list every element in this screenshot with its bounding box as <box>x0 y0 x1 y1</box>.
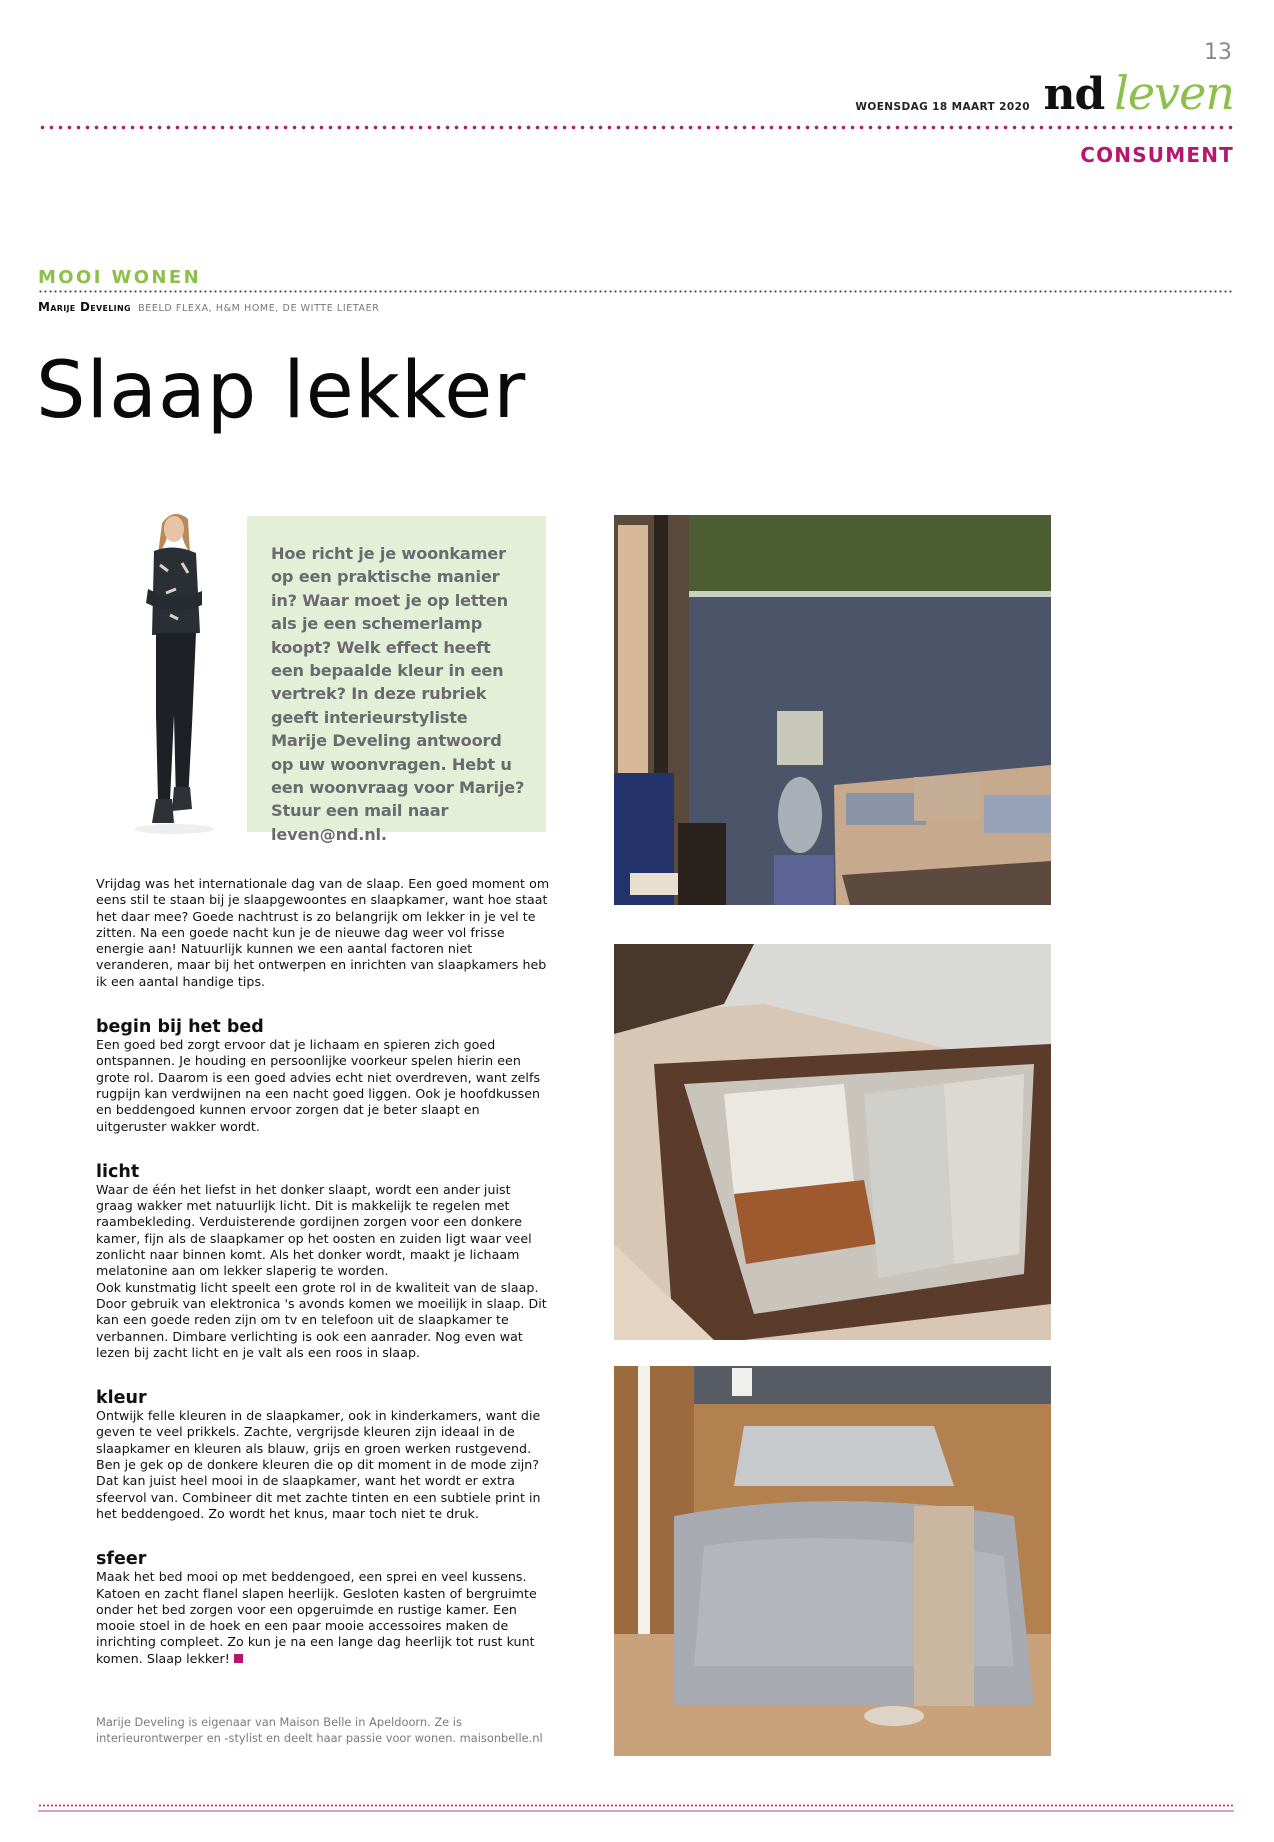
subheading-kleur: kleur <box>96 1388 147 1409</box>
page-number: 13 <box>1204 40 1232 65</box>
byline <box>38 300 379 314</box>
paragraph-licht-2: Ook kunstmatig licht speelt een grote rol in de kwaliteit van de slaap. Door gebruik van elektronica 's avonds komen we moeilijk in slaap. Dit kan een goede reden zijn om tv en telefoon uit de slaapkamer te verbannen. Dimbare verlichting is ook een aanrader. Nog even wat lezen bij zacht licht en je valt als een roos in slaap. <box>96 1279 547 1360</box>
portrait-illustration <box>112 505 248 835</box>
article-headline: Slaap lekker <box>36 346 527 436</box>
intro-text: Hoe richt je je woonkamer op een praktische manier in? Waar moet je op letten als je een schemerlamp koopt? Welk effect heeft een bepaalde kleur in een vertrek? In deze rubriek geeft interieurstyliste Marije Develing antwoord op uw woonvragen. Hebt u een woonvraag voor Marije? Stuur een mail naar leven@nd.nl. <box>271 544 525 844</box>
photo-drawer-linen <box>614 944 1051 1340</box>
logo-leven: leven <box>1114 66 1234 120</box>
logo-nd: nd <box>1043 69 1105 120</box>
rubric-label: MOOI WONEN <box>38 267 202 288</box>
publication-date: WOENSDAG 18 MAART 2020 <box>855 101 1030 113</box>
photo-bedroom-green-blue <box>614 515 1051 905</box>
article-body <box>96 876 551 1667</box>
section-label: CONSUMENT <box>1080 143 1234 167</box>
lead-paragraph: Vrijdag was het internationale dag van de slaap. Een goed moment om eens stil te staan bij je slaapgewoontes en slaapkamer, want hoe staat het daar mee? Goede nachtrust is zo belangrijk om lekker in je vel te zitten. Na een goede nacht kun je de nieuwe dag weer vol frisse energie aan! Natuurlijk kunnen we een aantal factoren niet veranderen, maar bij het ontwerpen en inrichten van slaapkamers heb ik een aantal handige tips. <box>96 876 550 989</box>
paragraph-sfeer: Maak het bed mooi op met beddengoed, een sprei en veel kussens. Katoen en zacht flanel slapen heerlijk. Gesloten kasten of bergruimte onder het bed zorgen voor een opgeruimde en rustige kamer. Een mooie stoel in de hoek en een paar mooie accessoires maken de inrichting compleet. Zo kun je na een lange dag heerlijk tot rust kunt komen. Slaap lekker! <box>96 1569 537 1666</box>
photo-bedroom-wood-grey <box>614 1366 1051 1756</box>
byline-author: Marije Develing <box>38 300 131 314</box>
paragraph-kleur: Ontwijk felle kleuren in de slaapkamer, ook in kinderkamers, want die geven te veel prikkels. Zachte, vergrijsde kleuren zijn ideaal in de slaapkamer en kleuren als blauw, grijs en groen werken rustgevend. Ben je gek op de donkere kleuren die op dit moment in de mode zijn? Dat kan juist heel mooi in de slaapkamer, want het wordt er extra sfeervol van. Combineer dit met zachte tinten en een subtiele print in het beddengoed. Zo wordt het knus, maar toch niet te druk. <box>96 1408 541 1521</box>
paragraph-licht-1: Waar de één het liefst in het donker slaapt, wordt een ander juist graag wakker met natuurlijk licht. Dit is makkelijk te regelen met raambekleding. Verduisterende gordijnen zorgen voor een donkere kamer, fijn als de slaapkamer op het oosten en zuiden ligt waar veel zonlicht naar binnen komt. Als het donker wordt, maakt je lichaam melatonine aan om lekker slaperig te worden. <box>96 1181 532 1279</box>
subheading-licht: licht <box>96 1161 140 1182</box>
footer-rule <box>38 1810 1234 1812</box>
masthead-dotted-rule <box>38 125 1234 130</box>
rubric-dotted-rule <box>38 290 1234 293</box>
bedroom-wood-photo-illustration <box>614 1366 1051 1756</box>
footer-dotted-rule <box>38 1804 1234 1807</box>
paragraph-bed: Een goed bed zorgt ervoor dat je lichaam en spieren zich goed ontspannen. Je houding en persoonlijke voorkeur spelen hierin een grote rol. Daarom is een goed advies echt niet overdreven, want zelfs rugpijn kan verdwijnen na een nacht goed liggen. Ook je hoofdkussen en beddengoed kunnen ervoor zorgen dat je beter slaapt en uitgeruster wakker wordt. <box>96 1037 541 1134</box>
portrait-image <box>112 505 248 835</box>
bedroom-photo-illustration <box>614 515 1051 905</box>
intro-box <box>247 516 546 844</box>
end-of-article-mark <box>234 1654 243 1663</box>
subheading-bed: begin bij het bed <box>96 1017 264 1038</box>
drawer-photo-illustration <box>614 944 1051 1340</box>
nd-leven-logo <box>1030 66 1234 120</box>
author-bio: Marije Develing is eigenaar van Maison Belle in Apeldoorn. Ze is interieurontwerper en -stylist en deelt haar passie voor wonen. maisonbelle.nl <box>96 1715 543 1746</box>
subheading-sfeer: sfeer <box>96 1549 147 1570</box>
byline-credits: BEELD FLEXA, H&M HOME, DE WITTE LIETAER <box>138 303 380 314</box>
paragraph-sfeer-wrap <box>96 1569 551 1667</box>
